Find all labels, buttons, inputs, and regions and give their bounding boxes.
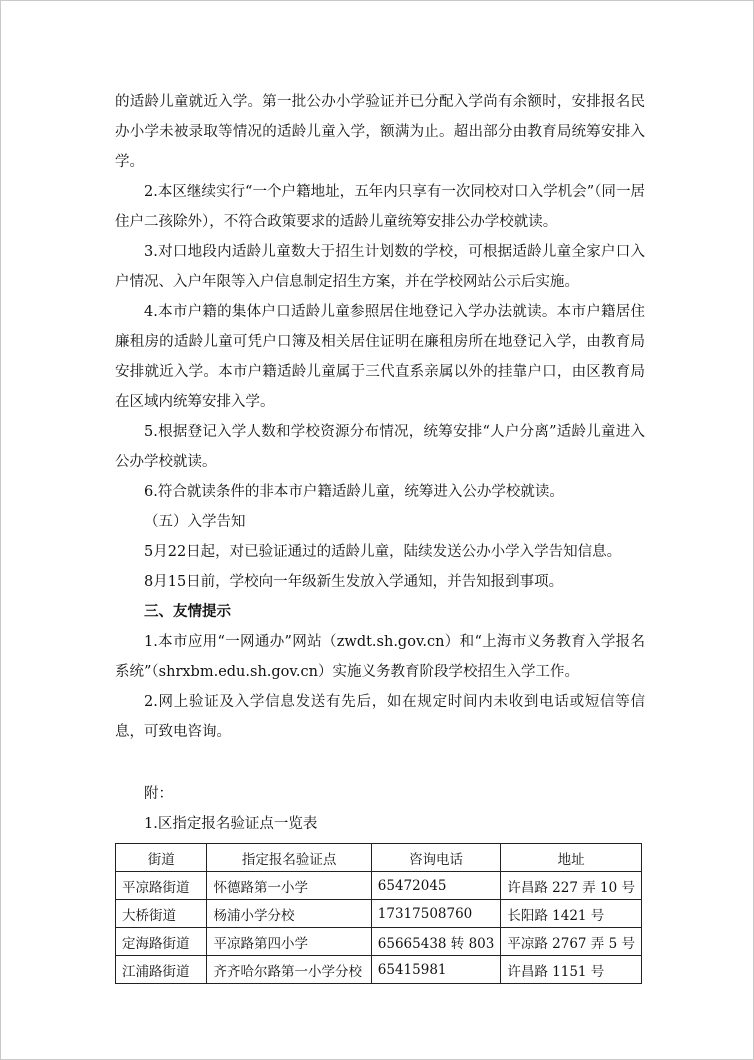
header-verification-point: 指定报名验证点 — [207, 844, 371, 872]
header-street: 街道 — [116, 844, 207, 872]
cell-phone: 65665438 转 803 — [371, 928, 501, 956]
table-row — [116, 956, 642, 984]
document-content — [115, 87, 645, 984]
cell-address: 许昌路 227 弄 10 号 — [501, 872, 642, 900]
subsection-heading-admission-notice: （五）入学告知 — [144, 514, 246, 530]
paragraph-6: 6.符合就读条件的非本市户籍适龄儿童，统筹进入公办学校就读。 — [144, 484, 564, 500]
cell-phone: 65415981 — [371, 956, 501, 984]
header-phone: 咨询电话 — [371, 844, 501, 872]
table-header-row — [116, 844, 642, 872]
cell-street: 平凉路街道 — [116, 872, 207, 900]
cell-address: 长阳路 1421 号 — [501, 900, 642, 928]
appendix-label: 附： — [144, 786, 173, 802]
paragraph-2: 2.本区继续实行“一个户籍地址，五年内只享有一次同校对口入学机会”（同一居住户二孩除外），不符合政策要求的适龄儿童统筹安排公办学校就读。 — [115, 184, 645, 230]
cell-address: 许昌路 1151 号 — [501, 956, 642, 984]
cell-verification-point: 杨浦小学分校 — [207, 900, 371, 928]
cell-address: 平凉路 2767 弄 5 号 — [501, 928, 642, 956]
cell-verification-point: 平凉路第四小学 — [207, 928, 371, 956]
table-row — [116, 928, 642, 956]
cell-verification-point: 怀德路第一小学 — [207, 872, 371, 900]
spacer — [115, 747, 645, 779]
appendix-item: 1.区指定报名验证点一览表 — [144, 816, 318, 832]
section-heading-tips: 三、友情提示 — [144, 604, 231, 620]
table-row — [116, 872, 642, 900]
paragraph-1: 的适龄儿童就近入学。第一批公办小学验证并已分配入学尚有余额时，安排报名民办小学未被录取等情况的适龄儿童入学，额满为止。超出部分由教育局统筹安排入学。 — [115, 94, 645, 170]
cell-street: 江浦路街道 — [116, 956, 207, 984]
paragraph-8: 5月22日起，对已验证通过的适龄儿童，陆续发送公办小学入学告知信息。 — [144, 544, 622, 560]
table-row — [116, 900, 642, 928]
cell-street: 大桥街道 — [116, 900, 207, 928]
tip-1: 1.本市应用“一网通办”网站（zwdt.sh.gov.cn）和“上海市义务教育入学报名系统”（shrxbm.edu.sh.gov.cn）实施义务教育阶段学校招生入学工作。 — [115, 634, 645, 680]
paragraph-5: 5.根据登记入学人数和学校资源分布情况，统筹安排“人户分离”适龄儿童进入公办学校就读。 — [115, 424, 645, 470]
paragraph-3: 3.对口地段内适龄儿童数大于招生计划数的学校，可根据适龄儿童全家户口入户情况、入户年限等入户信息制定招生方案，并在学校网站公示后实施。 — [115, 244, 645, 290]
verification-points-table — [115, 843, 642, 984]
paragraph-4: 4.本市户籍的集体户口适龄儿童参照居住地登记入学办法就读。本市户籍居住廉租房的适龄儿童可凭户口簿及相关居住证明在廉租房所在地登记入学，由教育局安排就近入学。本市户籍适龄儿童属于三代直系亲属以外的挂靠户口，由区教育局在区域内统筹安排入学。 — [115, 304, 645, 410]
tip-2: 2.网上验证及入学信息发送有先后，如在规定时间内未收到电话或短信等信息，可致电咨询。 — [115, 694, 645, 740]
cell-phone: 17317508760 — [371, 900, 501, 928]
paragraph-9: 8月15日前，学校向一年级新生发放入学通知，并告知报到事项。 — [144, 574, 564, 590]
cell-street: 定海路街道 — [116, 928, 207, 956]
cell-verification-point: 齐齐哈尔路第一小学分校 — [207, 956, 371, 984]
header-address: 地址 — [501, 844, 642, 872]
cell-phone: 65472045 — [371, 872, 501, 900]
